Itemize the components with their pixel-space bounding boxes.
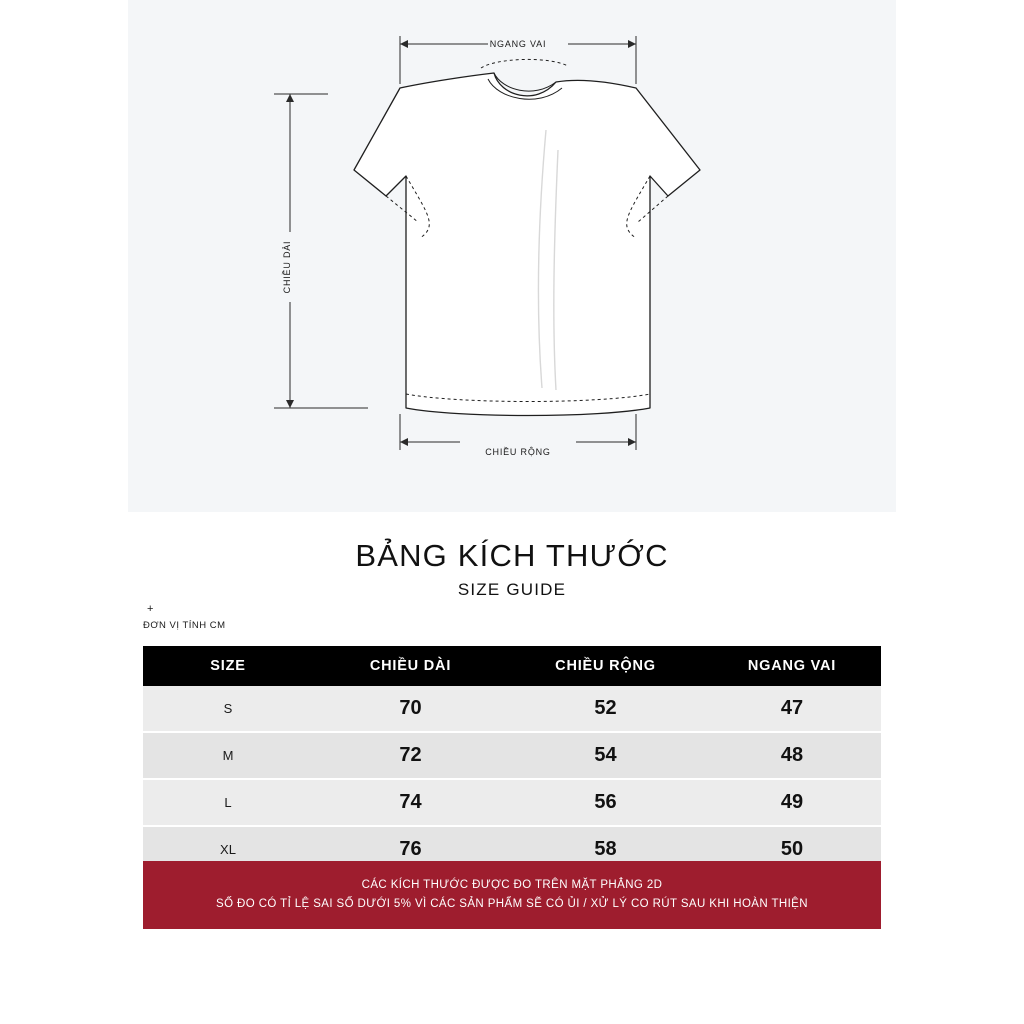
- cell-size: M: [143, 732, 313, 779]
- column-header-width: CHIỀU RỘNG: [508, 646, 703, 686]
- column-header-length: CHIỀU DÀI: [313, 646, 508, 686]
- tshirt-outline: [354, 73, 700, 416]
- table-header-row: [143, 646, 881, 686]
- cell-width: 58: [508, 826, 703, 873]
- disclaimer-line-2: SỐ ĐO CÓ TỈ LỆ SAI SỐ DƯỚI 5% VÌ CÁC SẢN PHẨM SẼ CÓ ỦI / XỬ LÝ CO RÚT SAU KHI HOÀN THIỆN: [216, 897, 808, 910]
- page-subtitle: SIZE GUIDE: [457, 580, 567, 599]
- cell-shoulder: 49: [703, 779, 881, 826]
- size-table: [143, 646, 881, 874]
- disclaimer-line-1: CÁC KÍCH THƯỚC ĐƯỢC ĐO TRÊN MẶT PHẲNG 2D: [361, 878, 663, 891]
- cell-length: 70: [313, 686, 508, 732]
- title-block: [0, 538, 1024, 600]
- tshirt-diagram-panel: [128, 0, 896, 512]
- table-row: [143, 686, 881, 732]
- width-dimension-label: CHIỀU RỘNG: [485, 447, 551, 457]
- table-row: [143, 732, 881, 779]
- cell-size: L: [143, 779, 313, 826]
- cell-length: 76: [313, 826, 508, 873]
- cell-shoulder: 48: [703, 732, 881, 779]
- cell-length: 74: [313, 779, 508, 826]
- size-table-body: [143, 686, 881, 873]
- cell-width: 54: [508, 732, 703, 779]
- cell-shoulder: 50: [703, 826, 881, 873]
- size-table-head: [143, 646, 881, 686]
- column-header-shoulder: NGANG VAI: [703, 646, 881, 686]
- shoulder-dimension-label: NGANG VAI: [489, 39, 547, 49]
- cell-width: 56: [508, 779, 703, 826]
- length-dimension-label: CHIỀU DÀI: [282, 240, 292, 294]
- column-header-size: SIZE: [143, 646, 313, 686]
- cell-length: 72: [313, 732, 508, 779]
- unit-note-marker: +: [147, 603, 154, 615]
- cell-size: S: [143, 686, 313, 732]
- cell-size: XL: [143, 826, 313, 873]
- tshirt-technical-drawing: [128, 0, 896, 512]
- measurement-disclaimer: [143, 861, 881, 929]
- width-dimension: [400, 414, 636, 450]
- page-title: BẢNG KÍCH THƯỚC: [355, 538, 669, 573]
- unit-note: ĐƠN VỊ TÍNH CM: [143, 620, 226, 631]
- table-row: [143, 779, 881, 826]
- cell-width: 52: [508, 686, 703, 732]
- cell-shoulder: 47: [703, 686, 881, 732]
